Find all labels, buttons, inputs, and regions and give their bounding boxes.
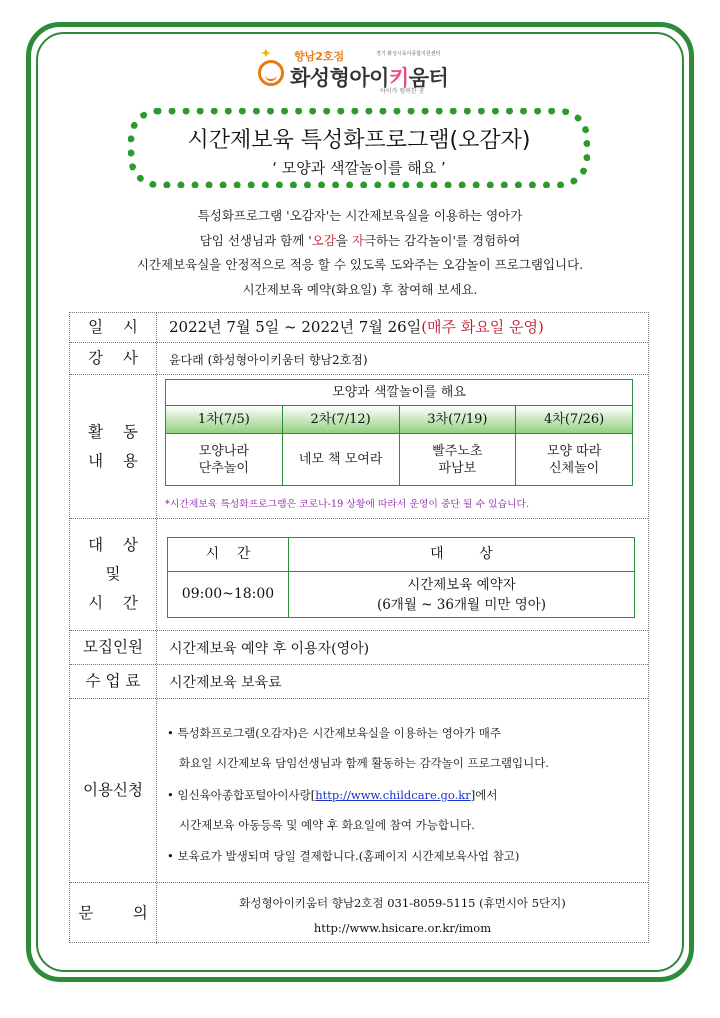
session-round: 3차(7/19) xyxy=(399,406,516,434)
activity-table xyxy=(165,379,633,486)
contact-url[interactable]: http://www.hsicare.or.kr/imom xyxy=(313,921,492,935)
target-who: 시간제보육 예약자 (6개월 ~ 36개월 미만 영아) xyxy=(289,572,635,618)
star-icon: ✦ xyxy=(260,46,272,62)
apply-bullet-1: • 특성화프로그램(오감자)은 시간제보육실을 이용하는 영아가 매주 xyxy=(167,726,501,740)
title-box xyxy=(128,108,590,188)
apply-bullet-2-cont: 시간제보육 아동등록 및 예약 후 화요일에 참여 가능합니다. xyxy=(179,818,475,832)
row-instructor xyxy=(70,343,648,375)
schedule-dates: 2022년 7월 5일 ~ 2022년 7월 26일 xyxy=(169,318,422,336)
label-target: 대 상 및 시 간 xyxy=(70,519,157,630)
label-instructor: 강 사 xyxy=(70,343,157,374)
logo-branch: 향남2호점 xyxy=(294,50,345,63)
page-subtitle: ‘ 모양과 색깔놀이를 해요 ’ xyxy=(272,159,446,177)
row-schedule xyxy=(70,313,648,343)
contact-phone: 화성형아이키움터 향남2호점 031-8059-5115 (휴먼시아 5단지) xyxy=(239,896,566,910)
label-activity: 활 동 내 용 xyxy=(70,375,157,518)
label-apply: 이용신청 xyxy=(70,699,157,882)
childcare-link[interactable]: http://www.childcare.go.kr xyxy=(315,788,471,802)
label-contact: 문 의 xyxy=(70,883,157,944)
session-round: 2차(7/12) xyxy=(282,406,399,434)
target-table xyxy=(167,537,635,618)
col-target: 대 상 xyxy=(289,538,635,572)
label-fee: 수 업 료 xyxy=(70,665,157,698)
col-time: 시 간 xyxy=(168,538,289,572)
session-round: 1차(7/5) xyxy=(166,406,283,434)
center-logo xyxy=(258,46,468,96)
activity-header: 모양과 색깔놀이를 해요 xyxy=(166,380,633,406)
session-content: 모양 따라 신체놀이 xyxy=(516,434,633,486)
page-title: 시간제보육 특성화프로그램(오감자) xyxy=(187,128,531,153)
row-fee xyxy=(70,665,648,699)
row-activity xyxy=(70,375,648,519)
covid-notice: *시간제보육 특성화프로그램은 코로나-19 상황에 따라서 운영이 중단 될 수 있습니다. xyxy=(165,499,530,510)
instructor-value: 윤다래 (화성형아이키움터 향남2호점) xyxy=(169,353,368,367)
target-time: 09:00~18:00 xyxy=(168,572,289,618)
label-schedule: 일 시 xyxy=(70,313,157,342)
session-round: 4차(7/26) xyxy=(516,406,633,434)
apply-bullet-3: • 보육료가 발생되며 당일 결제합니다.(홈페이지 시간제보육사업 참고) xyxy=(167,849,520,863)
logo-org: 경기 화성시육아종합지원센터 xyxy=(376,51,441,57)
logo-name: 화성형아이키움터 xyxy=(290,66,449,90)
row-apply xyxy=(70,699,648,883)
apply-bullet-1-cont: 화요일 시간제보육 담임선생님과 함께 활동하는 감각놀이 프로그램입니다. xyxy=(179,756,549,770)
apply-bullet-2: • 임신육아종합포털아이사랑[http://www.childcare.go.kr]에서 xyxy=(167,788,498,802)
info-table xyxy=(69,312,649,943)
schedule-note: (매주 화요일 운영) xyxy=(421,318,544,336)
session-content: 네모 책 모여라 xyxy=(282,434,399,486)
session-content: 빨주노초 파남보 xyxy=(399,434,516,486)
row-recruit xyxy=(70,631,648,665)
intro-text: 특성화프로그램 '오감자'는 시간제보육실을 이용하는 영아가 담임 선생님과 함께 '오감을 자극하는 감각놀이'를 경험하여 시간제보육실을 안정적으로 적응 할 수 있도록 도와주는 오감놀이 프로그램입니다. 시간제보육 예약(화요일) 후 참여해 보세요. xyxy=(136,208,584,297)
row-target xyxy=(70,519,648,631)
recruit-value: 시간제보육 예약 후 이용자(영아) xyxy=(169,641,370,657)
logo-sub: 아이가 행복한 곳 xyxy=(380,88,425,95)
session-content: 모양나라 단추놀이 xyxy=(166,434,283,486)
smile-logo-icon xyxy=(258,60,284,86)
label-recruit: 모집인원 xyxy=(70,631,157,664)
row-contact xyxy=(70,883,648,944)
fee-value: 시간제보육 보육료 xyxy=(169,675,282,691)
